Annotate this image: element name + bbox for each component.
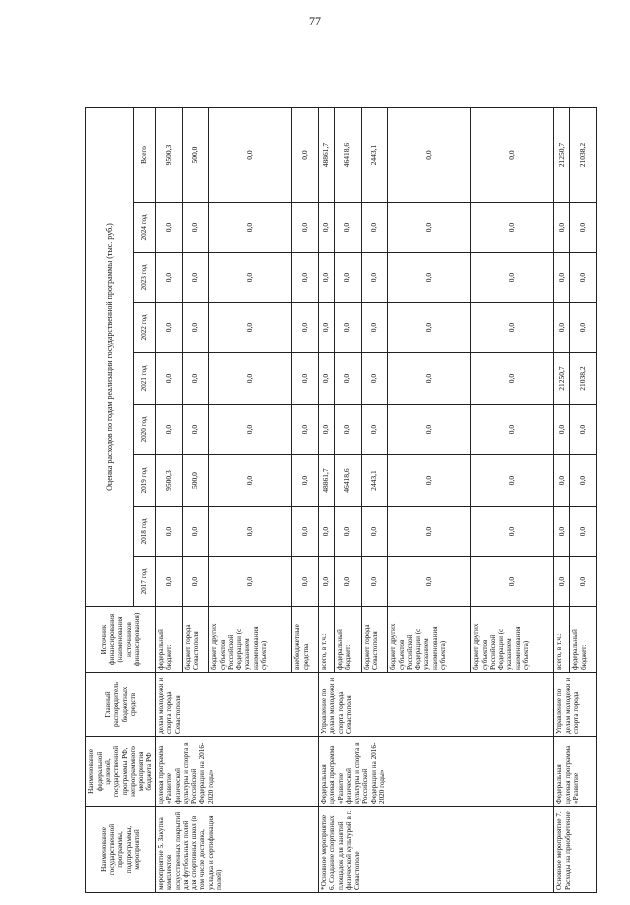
header-year: 2021 год (134, 353, 156, 405)
value-cell: 0,0 (334, 353, 361, 405)
value-cell: 0,0 (292, 455, 319, 507)
value-cell: 48861,7 (319, 108, 335, 203)
value-cell: 0,0 (334, 507, 361, 557)
value-cell: 21250,7 (554, 108, 570, 203)
header-year: 2022 год (134, 303, 156, 353)
table-row (156, 108, 183, 893)
value-cell: 0,0 (319, 507, 335, 557)
header-program: Наименование федеральной целевой, государственной программы РФ, непрограммного мероприятия бюджета РФ (86, 737, 156, 807)
header-year: 2019 год (134, 455, 156, 507)
value-cell: 0,0 (361, 507, 388, 557)
value-cell: 0,0 (388, 353, 471, 405)
value-cell: 21038,2 (570, 353, 597, 405)
value-cell: 0,0 (209, 557, 292, 607)
value-cell: 0,0 (388, 455, 471, 507)
value-cell: 0,0 (334, 253, 361, 303)
value-cell: 500,0 (182, 455, 209, 507)
value-cell: 0,0 (209, 108, 292, 203)
header-year: 2017 год (134, 557, 156, 607)
source-cell: бюджет города Севастополя (361, 607, 388, 673)
value-cell: 0,0 (388, 405, 471, 455)
measure-name-cell: Основное мероприятие 7. Расходы на приобретение (554, 807, 597, 893)
value-cell: 0,0 (209, 353, 292, 405)
value-cell: 0,0 (319, 303, 335, 353)
source-cell: бюджет других субъектов Российской Федерации (с указанием наименования субъекта) (209, 607, 292, 673)
measure-name-cell: мероприятие 5. Закупка комплектов искусственных покрытий для футбольных полей для спортивных школ (в том числе доставка, укладка и сертификация полей) (156, 807, 319, 893)
value-cell: 0,0 (209, 253, 292, 303)
header-source: Источник финансирования (наименования источников финансирования) (86, 607, 156, 673)
header-name: Наименование государственной программы, подпрограммы, мероприятий (86, 807, 156, 893)
value-cell: 0,0 (361, 303, 388, 353)
value-cell: 0,0 (554, 455, 570, 507)
header-year: 2018 год (134, 507, 156, 557)
source-cell: федеральный бюджет: (156, 607, 183, 673)
value-cell: 0,0 (471, 557, 554, 607)
value-cell: 0,0 (319, 353, 335, 405)
value-cell: 0,0 (361, 353, 388, 405)
value-cell: 0,0 (156, 557, 183, 607)
program-cell: Федеральная целевая программа «Развитие (554, 737, 597, 807)
value-cell: 2443,1 (361, 108, 388, 203)
value-cell: 0,0 (182, 353, 209, 405)
value-cell: 0,0 (209, 303, 292, 353)
value-cell: 0,0 (361, 203, 388, 253)
value-cell: 0,0 (156, 353, 183, 405)
value-cell: 0,0 (570, 507, 597, 557)
value-cell: 0,0 (554, 203, 570, 253)
source-cell: всего, в т.ч.: (319, 607, 335, 673)
header-manager: Главный распорядитель бюджетных средств (86, 673, 156, 737)
value-cell: 0,0 (182, 557, 209, 607)
value-cell: 21250,7 (554, 353, 570, 405)
header-expenses-group: Оценка расходов по годам реализации государственной программы (тыс. руб.) (86, 108, 134, 607)
page-number: 77 (309, 14, 321, 28)
value-cell: 0,0 (570, 557, 597, 607)
value-cell: 0,0 (156, 507, 183, 557)
source-cell: бюджет других субъектов Российской Федерации (с указанием наименования субъекта) (388, 607, 471, 673)
value-cell: 0,0 (156, 405, 183, 455)
value-cell: 21038,2 (570, 108, 597, 203)
value-cell: 0,0 (471, 405, 554, 455)
value-cell: 0,0 (388, 507, 471, 557)
value-cell: 0,0 (209, 455, 292, 507)
value-cell: 0,0 (156, 303, 183, 353)
value-cell: 0,0 (182, 507, 209, 557)
value-cell: 0,0 (292, 557, 319, 607)
value-cell: 0,0 (361, 557, 388, 607)
source-cell: федеральный бюджет: (570, 607, 597, 673)
value-cell: 0,0 (471, 353, 554, 405)
value-cell: 0,0 (292, 303, 319, 353)
value-cell: 0,0 (471, 303, 554, 353)
header-year: 2023 год (134, 253, 156, 303)
value-cell: 0,0 (388, 203, 471, 253)
measure-name-cell: *Основное мероприятие 6. Создание спортивных площадок для занятий физической культурой в г. Севастополе (319, 807, 554, 893)
value-cell: 0,0 (554, 405, 570, 455)
value-cell: 9500,3 (156, 108, 183, 203)
source-cell: федеральный бюджет: (334, 607, 361, 673)
value-cell: 0,0 (292, 253, 319, 303)
value-cell: 0,0 (570, 405, 597, 455)
value-cell: 0,0 (388, 108, 471, 203)
value-cell: 0,0 (292, 203, 319, 253)
source-cell: бюджет города Севастополя (182, 607, 209, 673)
value-cell: 0,0 (471, 108, 554, 203)
value-cell: 0,0 (570, 303, 597, 353)
manager-cell: Управление по делам молодежи и спорта города (554, 673, 597, 737)
value-cell: 0,0 (554, 253, 570, 303)
value-cell: 0,0 (554, 507, 570, 557)
value-cell: 0,0 (361, 405, 388, 455)
value-cell: 0,0 (334, 303, 361, 353)
value-cell: 0,0 (554, 303, 570, 353)
value-cell: 0,0 (471, 455, 554, 507)
budget-table-rotated (85, 108, 597, 893)
value-cell: 46418,6 (334, 455, 361, 507)
value-cell: 0,0 (334, 203, 361, 253)
source-cell: всего, в т.ч.: (554, 607, 570, 673)
budget-table (85, 107, 597, 893)
value-cell: 48861,7 (319, 455, 335, 507)
value-cell: 0,0 (156, 203, 183, 253)
value-cell: 0,0 (388, 253, 471, 303)
value-cell: 0,0 (319, 203, 335, 253)
value-cell: 0,0 (570, 253, 597, 303)
value-cell: 0,0 (319, 405, 335, 455)
value-cell: 0,0 (471, 253, 554, 303)
value-cell: 0,0 (570, 455, 597, 507)
value-cell: 0,0 (388, 557, 471, 607)
table-row (554, 108, 570, 893)
value-cell: 0,0 (319, 557, 335, 607)
value-cell: 0,0 (471, 507, 554, 557)
header-year: 2020 год (134, 405, 156, 455)
value-cell: 0,0 (182, 203, 209, 253)
value-cell: 0,0 (554, 557, 570, 607)
source-cell: внебюджетные средства (292, 607, 319, 673)
header-year: Всего (134, 108, 156, 203)
value-cell: 0,0 (334, 557, 361, 607)
value-cell: 0,0 (182, 253, 209, 303)
manager-cell: Управление по делам молодежи и спорта города Севастополя (319, 673, 554, 737)
value-cell: 0,0 (292, 108, 319, 203)
value-cell: 0,0 (319, 253, 335, 303)
program-cell: Федеральная целевая программа «Развитие физической культуры и спорта в Российской Федерации на 2016-2020 годы» (319, 737, 554, 807)
value-cell: 2443,1 (361, 455, 388, 507)
value-cell: 0,0 (209, 507, 292, 557)
value-cell: 0,0 (388, 303, 471, 353)
value-cell: 0,0 (209, 203, 292, 253)
value-cell: 0,0 (334, 405, 361, 455)
value-cell: 0,0 (292, 353, 319, 405)
value-cell: 0,0 (182, 303, 209, 353)
value-cell: 0,0 (156, 253, 183, 303)
value-cell: 0,0 (182, 405, 209, 455)
source-cell: бюджет других субъектов Российской Федерации (с указанием наименования субъекта) (471, 607, 554, 673)
value-cell: 0,0 (209, 405, 292, 455)
value-cell: 0,0 (292, 507, 319, 557)
manager-cell: делам молодежи и спорта города Севастополя (156, 673, 319, 737)
program-cell: целевая программа «Развитие физической культуры и спорта в Российской Федерации на 2016-2020 годы» (156, 737, 319, 807)
value-cell: 0,0 (570, 203, 597, 253)
table-row (319, 108, 335, 893)
value-cell: 9500,3 (156, 455, 183, 507)
value-cell: 0,0 (471, 203, 554, 253)
value-cell: 0,0 (292, 405, 319, 455)
value-cell: 0,0 (361, 253, 388, 303)
header-year: 2024 год (134, 203, 156, 253)
value-cell: 46418,6 (334, 108, 361, 203)
value-cell: 500,0 (182, 108, 209, 203)
